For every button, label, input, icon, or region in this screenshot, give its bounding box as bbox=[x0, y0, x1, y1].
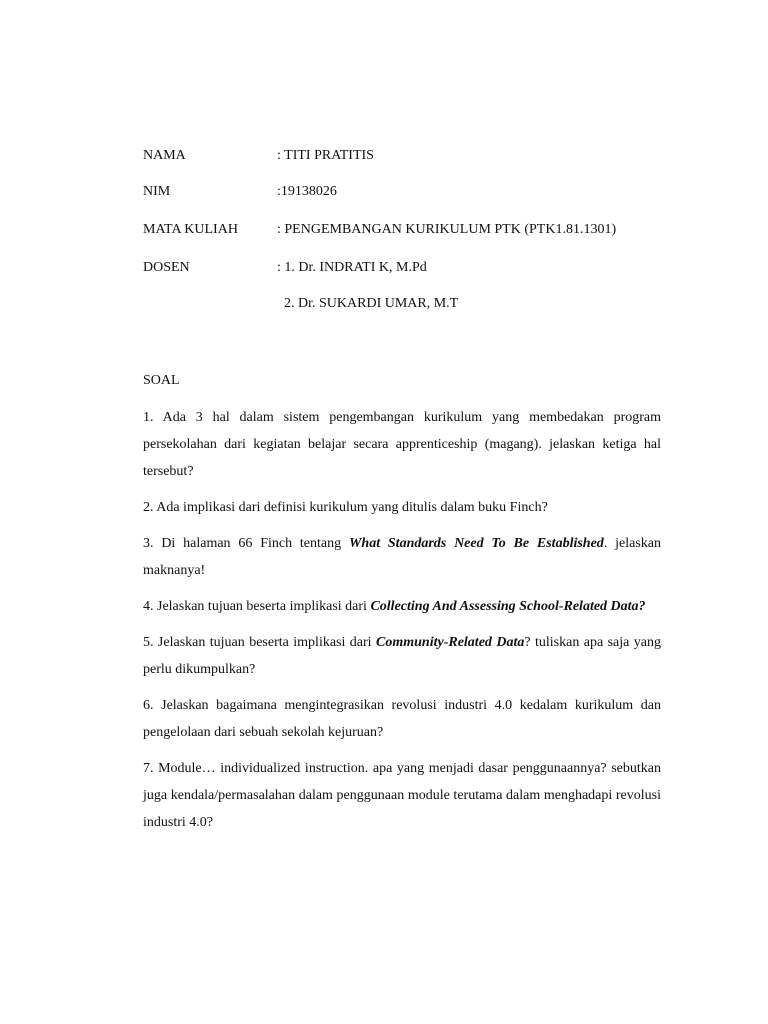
nama-value: : TITI PRATITIS bbox=[277, 148, 374, 163]
info-row-nama bbox=[143, 145, 683, 167]
soal-heading: SOAL bbox=[143, 373, 180, 388]
question-5-pre: 5. Jelaskan tujuan beserta implikasi dari bbox=[143, 635, 377, 650]
question-7-text: 7. Module… individualized instruction. apa yang menjadi dasar penggunaannya? sebutkan juga kendala/permasalahan dalam penggunaan module terutama dalam menghadapi revolusi industri 4.0? bbox=[143, 761, 661, 830]
nim-label: NIM bbox=[143, 184, 171, 199]
question-1-text: 1. Ada 3 hal dalam sistem pengembangan kurikulum yang membedakan program persekolahan dari kegiatan belajar secara apprenticeship (magang). jelaskan ketiga hal tersebut? bbox=[143, 410, 661, 479]
info-row-nim bbox=[143, 181, 683, 203]
question-item bbox=[143, 494, 661, 521]
question-5-post: ? tuliskan apa saja yang perlu dikumpulkan? bbox=[143, 635, 662, 677]
dosen-value-2: 2. Dr. SUKARDI UMAR, M.T bbox=[284, 296, 459, 311]
dosen-label: DOSEN bbox=[143, 260, 190, 275]
question-item bbox=[143, 404, 661, 485]
info-row-dosen bbox=[143, 257, 683, 279]
question-3-post: . jelaskan maknanya! bbox=[143, 536, 661, 578]
question-3-pre: 3. Di halaman 66 Finch tentang bbox=[143, 536, 349, 551]
question-2-text: 2. Ada implikasi dari definisi kurikulum yang ditulis dalam buku Finch? bbox=[143, 500, 548, 515]
nim-value: :19138026 bbox=[277, 184, 337, 199]
question-4-pre: 4. Jelaskan tujuan beserta implikasi dari bbox=[143, 599, 371, 614]
question-3-emphasis: What Standards Need To Be Established bbox=[348, 536, 604, 551]
question-item bbox=[143, 593, 661, 620]
question-4-emphasis: Collecting And Assessing School-Related Data? bbox=[370, 599, 646, 614]
question-item bbox=[143, 755, 661, 836]
question-item bbox=[143, 629, 661, 683]
mata-kuliah-label: MATA KULIAH bbox=[143, 222, 238, 237]
question-item bbox=[143, 692, 661, 746]
question-5-emphasis: Community-Related Data bbox=[376, 635, 525, 650]
mata-kuliah-value: : PENGEMBANGAN KURIKULUM PTK (PTK1.81.1301) bbox=[277, 222, 617, 237]
question-6-text: 6. Jelaskan bagaimana mengintegrasikan revolusi industri 4.0 kedalam kurikulum dan pengelolaan dari sebuah sekolah kejuruan? bbox=[143, 698, 661, 740]
info-row-dosen-2 bbox=[143, 293, 683, 315]
question-item bbox=[143, 530, 661, 584]
dosen-value-1: : 1. Dr. INDRATI K, M.Pd bbox=[277, 260, 427, 275]
nama-label: NAMA bbox=[143, 148, 186, 163]
info-row-mata-kuliah bbox=[143, 219, 683, 241]
question-list bbox=[143, 404, 661, 845]
